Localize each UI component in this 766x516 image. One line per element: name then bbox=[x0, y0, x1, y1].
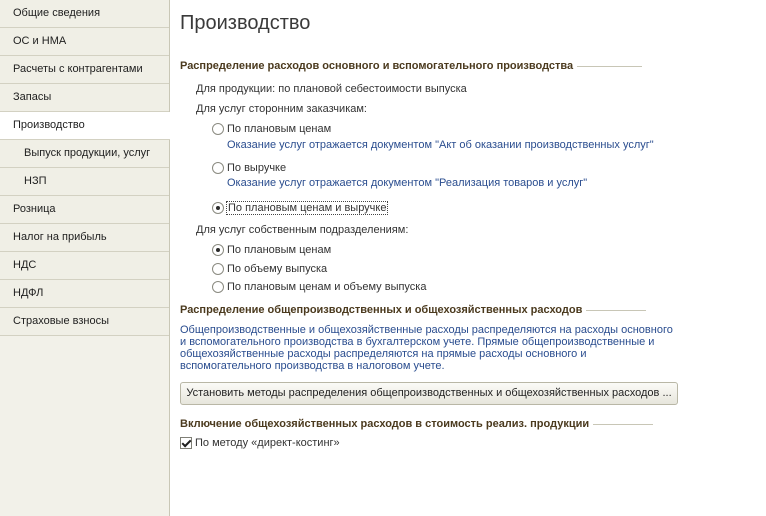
sidebar bbox=[0, 0, 170, 516]
radio-button-selected[interactable] bbox=[212, 244, 224, 256]
sidebar-item-general[interactable]: Общие сведения bbox=[0, 0, 169, 28]
radio-button[interactable] bbox=[212, 162, 224, 174]
page-title: Производство bbox=[180, 12, 311, 34]
sidebar-item-production[interactable]: Производство bbox=[0, 112, 170, 140]
sidebar-item-vat[interactable]: НДС bbox=[0, 252, 169, 280]
direct-costing-checkbox-row[interactable] bbox=[180, 436, 340, 450]
sidebar-item-settlements[interactable]: Расчеты с контрагентами bbox=[0, 56, 169, 84]
sidebar-item-retail[interactable]: Розница bbox=[0, 196, 169, 224]
external-services-label: Для услуг сторонним заказчикам: bbox=[196, 103, 367, 115]
set-distribution-methods-button[interactable]: Установить методы распределения общепроизводственных и общехозяйственных расходов ... bbox=[180, 382, 678, 405]
radio-internal-planned-and-volume[interactable] bbox=[212, 280, 426, 294]
radio-button[interactable] bbox=[212, 263, 224, 275]
section-divider bbox=[586, 310, 646, 311]
section-heading-text: Включение общехозяйственных расходов в стоимость реализ. продукции bbox=[180, 418, 590, 430]
sidebar-item-profit-tax[interactable]: Налог на прибыль bbox=[0, 224, 169, 252]
radio-label: По плановым ценам и объему выпуска bbox=[227, 281, 427, 293]
internal-services-label: Для услуг собственным подразделениям: bbox=[196, 224, 409, 236]
sidebar-item-wip[interactable]: НЗП bbox=[0, 168, 169, 196]
sidebar-item-product-output[interactable]: Выпуск продукции, услуг bbox=[0, 140, 169, 168]
radio-label: По выручке bbox=[227, 162, 287, 174]
note-planned-prices: Оказание услуг отражается документом "Акт об оказании производственных услуг" bbox=[227, 139, 654, 151]
radio-label: По плановым ценам bbox=[227, 123, 332, 135]
section-divider bbox=[577, 66, 642, 67]
section-heading-overhead-distribution bbox=[180, 303, 646, 317]
radio-label: По плановым ценам и выручке bbox=[228, 202, 387, 214]
products-method-text: Для продукции: по плановой себестоимости выпуска bbox=[196, 83, 467, 95]
sidebar-item-fixed-assets[interactable]: ОС и НМА bbox=[0, 28, 169, 56]
radio-button[interactable] bbox=[212, 123, 224, 135]
radio-internal-planned-prices[interactable] bbox=[212, 243, 331, 257]
main-panel bbox=[180, 0, 766, 516]
section-heading-cost-distribution bbox=[180, 59, 642, 73]
overhead-description: Общепроизводственные и общехозяйственные расходы распределяются на расходы основного и вспомогательного производства в бухгалтерском учете. Прямые общепроизводственные и общехозяйственные расходы распределяются на прямые расходы основного и вспомогательного производства в налоговом учете. bbox=[180, 324, 673, 372]
direct-costing-checkbox[interactable] bbox=[180, 437, 192, 449]
radio-external-revenue[interactable] bbox=[212, 161, 286, 175]
radio-button-selected[interactable] bbox=[212, 202, 224, 214]
radio-label: По объему выпуска bbox=[227, 263, 328, 275]
radio-label: По плановым ценам bbox=[227, 244, 332, 256]
radio-external-planned-and-revenue[interactable] bbox=[212, 201, 387, 215]
checkbox-label: По методу «директ-костинг» bbox=[195, 437, 340, 449]
radio-button[interactable] bbox=[212, 281, 224, 293]
section-heading-general-expenses bbox=[180, 417, 653, 431]
radio-internal-output-volume[interactable] bbox=[212, 262, 327, 276]
radio-external-planned-prices[interactable] bbox=[212, 122, 331, 136]
note-revenue: Оказание услуг отражается документом "Реализация товаров и услуг" bbox=[227, 177, 588, 189]
section-divider bbox=[593, 424, 653, 425]
section-heading-text: Распределение расходов основного и вспомогательного производства bbox=[180, 60, 574, 72]
sidebar-item-insurance[interactable]: Страховые взносы bbox=[0, 308, 169, 336]
sidebar-item-personal-income-tax[interactable]: НДФЛ bbox=[0, 280, 169, 308]
section-heading-text: Распределение общепроизводственных и общехозяйственных расходов bbox=[180, 304, 583, 316]
sidebar-item-inventory[interactable]: Запасы bbox=[0, 84, 169, 112]
